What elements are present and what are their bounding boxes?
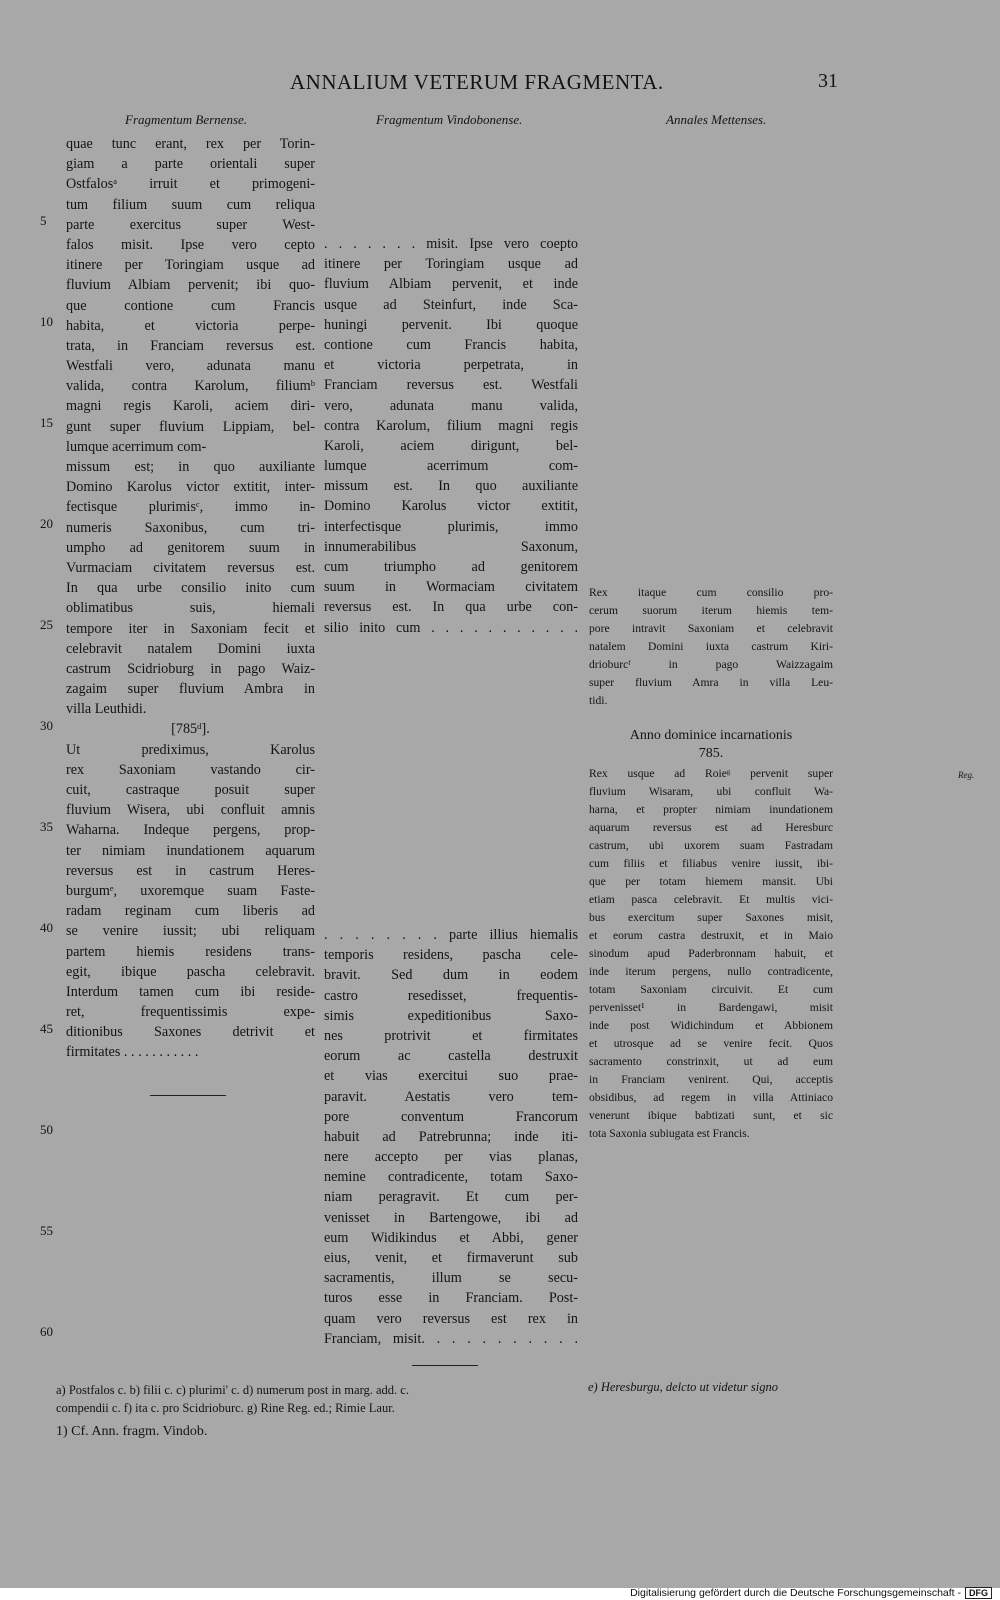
text-line: gunt super fluvium Lippiam, bel-	[66, 418, 315, 435]
text-line: harna, et propter nimiam inundationem	[589, 803, 833, 816]
text-line: eum Widikindus et Abbi, gener	[324, 1229, 578, 1246]
page-number: 31	[818, 70, 838, 92]
text-line: contione cum Francis habita,	[324, 336, 578, 353]
text-line: huningi pervenit. Ibi quoque	[324, 316, 578, 333]
line-number: 30	[40, 717, 53, 733]
text-line: bravit. Sed dum in eodem	[324, 967, 578, 984]
text-line: castro resedisset, frequentis-	[324, 987, 578, 1004]
text-line: umpho ad genitorem suum in	[66, 539, 315, 556]
text-line: se venire iussit; ubi reliquam	[66, 923, 315, 940]
text-line: etiam pasca celebravit. Et multis vici-	[589, 893, 833, 906]
text-line: fluvium Wisaram, ubi confluit Wa-	[589, 785, 833, 798]
text-line: natalem Domini iuxta castrum Kiri-	[589, 640, 833, 653]
text-line: turos esse in Franciam. Post-	[324, 1290, 578, 1307]
text-line: suum in Wormaciam civitatem	[324, 579, 578, 596]
text-line: simis expeditionibus Saxo-	[324, 1007, 578, 1024]
text-line: que contione cum Francis	[66, 297, 315, 314]
text-line: radam reginam cum liberis ad	[66, 903, 315, 920]
text-line: giam a parte orientali super	[66, 156, 315, 173]
text-line: Karoli, aciem dirigunt, bel-	[324, 437, 578, 454]
text-line: Westfali vero, adunata manu	[66, 358, 315, 375]
line-number: 5	[40, 212, 47, 228]
text-line: Rex itaque cum consilio pro-	[589, 586, 833, 599]
text-line: lumque acerrimum com-	[66, 438, 207, 455]
text-line: pervenisset¹ in Bardengawi, misit	[589, 1001, 833, 1014]
text-line: tempore iter in Saxoniam fecit et	[66, 620, 315, 637]
text-line: fluvium Albiam pervenit; ibi quo-	[66, 277, 315, 294]
text-line: castrum Scidrioburg in pago Waiz-	[66, 660, 315, 677]
text-line: in Franciam venirent. Qui, acceptis	[589, 1073, 833, 1086]
text-line: pore intravit Saxoniam et celebravit	[589, 622, 833, 635]
footnote-row-1-right: e) Heresburgu, delcto ut videtur signo	[588, 1380, 779, 1394]
text-line: habuit ad Patrebrunna; inde iti-	[324, 1128, 578, 1145]
separator-rule	[412, 1365, 478, 1366]
text-line: oblimatibus suis, hiemali	[66, 600, 315, 617]
text-line: reversus est. In qua urbe con-	[324, 599, 578, 616]
text-line: zagaim super fluvium Ambra in	[66, 681, 315, 698]
text-line: Ostfalosᵃ irruit et primogeni-	[66, 176, 315, 193]
text-line: burgumᵉ, uxoremque suam Faste-	[66, 882, 315, 899]
year-heading-line: Anno dominice incarnationis	[629, 728, 793, 743]
line-number: 55	[40, 1222, 53, 1238]
text-line: In qua urbe consilio inito cum	[66, 580, 315, 597]
text-line: eius, venit, et firmaverunt sub	[324, 1250, 578, 1266]
text-line: inde post Widichindum et Abbionem	[589, 1019, 833, 1032]
text-line: parte exercitus super West-	[66, 216, 315, 233]
column-vindobonense-part-b	[324, 925, 578, 1349]
column-heading-vindobonense: Fragmentum Vindobonense.	[376, 112, 523, 127]
text-line: cum filiis et filiabus venire iussit, ibi-	[589, 857, 833, 870]
text-line: sacramentis, illum se secu-	[324, 1270, 578, 1287]
footnote-row-2: compendii c. f) ita c. pro Scidrioburc. g) Rine Reg. ed.; Rimie Laur.	[56, 1401, 395, 1415]
text-line: missum est; in quo auxiliante	[66, 459, 315, 475]
text-line: bus exercitum super Saxones misit,	[589, 911, 833, 924]
column-mettenses-part-a	[589, 584, 833, 710]
text-line: venisset in Bartengowe, ibi ad	[324, 1209, 578, 1226]
text-line: paravit. Aestatis vero tem-	[324, 1088, 578, 1105]
text-line: Waharna. Indeque pergens, prop-	[66, 822, 315, 839]
text-line: firmitates . . . . . . . . . . .	[66, 1044, 199, 1061]
text-line: tidi.	[589, 694, 608, 707]
text-line: fluvium Wisera, ubi confluit amnis	[66, 802, 315, 819]
text-line: interfectisque plurimis, immo	[324, 518, 578, 535]
text-line: lumque acerrimum com-	[324, 458, 578, 475]
text-line: habita, et victoria perpe-	[66, 317, 315, 334]
text-line: itinere per Toringiam usque ad	[66, 257, 315, 274]
text-line: Rex usque ad Roieᵍ pervenit super	[589, 767, 833, 780]
text-line: fluvium Albiam pervenit, et inde	[324, 276, 578, 293]
text-line: et utrosque ad se venire fecit. Quos	[589, 1037, 833, 1050]
text-line: castrum, ubi uxorem suam Fastradam	[589, 839, 833, 852]
line-number: 25	[40, 616, 53, 632]
text-line: itinere per Toringiam usque ad	[324, 256, 578, 273]
line-number: 10	[40, 313, 53, 329]
column-vindobonense-part-a	[324, 234, 578, 638]
running-title: ANNALIUM VETERUM FRAGMENTA.	[290, 70, 664, 94]
text-line: reversus est in castrum Heres-	[66, 862, 315, 879]
text-line: falos misit. Ipse vero cepto	[66, 236, 315, 253]
text-line: fectisque plurimisᶜ, immo in-	[66, 499, 315, 516]
text-line: Interdum tamen cum ibi reside-	[66, 983, 315, 1000]
text-line: tota Saxonia subiugata est Francis.	[589, 1127, 750, 1140]
text-line: villa Leuthidi.	[66, 701, 147, 718]
text-line: Vurmaciam civitatem reversus est.	[66, 559, 315, 576]
text-line: eorum ac castella destruxit	[324, 1048, 578, 1065]
line-number: 45	[40, 1020, 53, 1036]
footnote-row-1: a) Postfalos c. b) filii c. c) plurimi' c. d) numerum post in marg. add. c.	[56, 1383, 409, 1397]
text-line: egit, ibique pascha celebravit.	[66, 963, 315, 980]
text-line: nere accepto per vias planas,	[324, 1149, 578, 1166]
text-line: obsidibus, ad regem in villa Attiniaco	[589, 1091, 833, 1104]
text-line: drioburcᶠ in pago Waizzagaim	[589, 658, 833, 671]
line-number: 40	[40, 919, 53, 935]
text-line: innumerabilibus Saxonum,	[324, 538, 578, 555]
text-line: venerunt ibique babtizati sunt, et sic	[589, 1109, 833, 1122]
text-line: quam vero reversus est rex in	[324, 1310, 578, 1327]
text-line: niam peragravit. Et cum per-	[324, 1189, 578, 1206]
text-line: . . . . . . . misit. Ipse vero coepto	[324, 236, 578, 252]
text-line: temporis residens, pascha cele-	[324, 947, 578, 964]
line-number: 35	[40, 818, 53, 834]
column-heading-bernense: Fragmentum Bernense.	[125, 112, 248, 127]
text-line: partem hiemis residens trans-	[66, 943, 315, 960]
text-line: super fluvium Amra in villa Leu-	[589, 676, 833, 689]
text-line: nes protrivit et firmitates	[324, 1027, 578, 1044]
text-line: que per totam hiemem mansit. Ubi	[589, 875, 833, 888]
text-line: cuit, castraque posuit super	[66, 782, 315, 798]
line-number: 15	[40, 414, 53, 430]
text-line: missum est. In quo auxiliante	[324, 478, 578, 495]
column-heading-mettenses: Annales Mettenses.	[666, 112, 767, 127]
text-line: aquarum reversus est ad Heresburc	[589, 821, 833, 834]
text-line: ditionibus Saxones detrivit et	[66, 1024, 315, 1041]
text-line: usque ad Steinfurt, inde Sca-	[324, 296, 578, 313]
text-line: inde iterum pergens, nullo contradicente,	[589, 965, 833, 978]
text-line: et eorum castra destruxit, et in Maio	[589, 929, 833, 942]
text-line: vero, adunata manu valida,	[324, 397, 578, 414]
margin-note: Reg.	[958, 770, 975, 780]
column-mettenses-part-b	[589, 765, 833, 1143]
text-line: valida, contra Karolum, filiumᵇ	[66, 378, 315, 395]
text-line: rex Saxoniam vastando cir-	[66, 761, 315, 778]
text-line: sacramento constrinxit, ut ad eum	[589, 1055, 833, 1068]
dfg-logo-icon: DFG	[965, 1587, 992, 1599]
credit-text: Digitalisierung gefördert durch die Deutsche Forschungsgemeinschaft -	[630, 1587, 961, 1599]
text-line: contra Karolum, filium magni regis	[324, 417, 578, 434]
text-line: cerum suorum iterum hiemis tem-	[589, 604, 833, 617]
text-line: tum filium suum cum reliqua	[66, 196, 315, 213]
line-number: 60	[40, 1323, 53, 1339]
text-line: sinodum apud Paderbronnam habuit, et	[589, 947, 833, 960]
text-line: Domino Karolus victor extitit,	[324, 498, 578, 515]
column-bernense	[66, 134, 315, 1063]
text-line: Domino Karolus victor extitit, inter-	[66, 479, 315, 496]
text-line: totam Saxoniam circuivit. Et cum	[589, 983, 833, 996]
text-line: pore conventum Francorum	[324, 1108, 578, 1125]
line-number: 20	[40, 515, 53, 531]
text-line: Ut prediximus, Karolus	[66, 741, 315, 758]
text-line: nemine contradicente, totam Saxo-	[324, 1169, 578, 1186]
text-line: et victoria perpetrata, in	[324, 357, 578, 374]
year-heading-number: 785.	[698, 746, 724, 761]
separator-rule	[150, 1095, 226, 1096]
text-line: magni regis Karoli, aciem diri-	[66, 398, 315, 415]
text-line: Franciam reversus est. Westfali	[324, 377, 578, 394]
line-number: 50	[40, 1121, 53, 1137]
footnote-1: 1) Cf. Ann. fragm. Vindob.	[56, 1424, 208, 1439]
digitization-credit	[630, 1587, 992, 1599]
year-heading-block	[589, 727, 833, 763]
text-line: [785ᵈ].	[171, 721, 210, 738]
text-line: ter nimiam inundationem aquarum	[66, 842, 315, 859]
text-line: Franciam, misit. . . . . . . . . . .	[324, 1330, 578, 1347]
text-line: quae tunc erant, rex per Torin-	[66, 136, 315, 152]
text-line: . . . . . . . . parte illius hiemalis	[324, 927, 578, 943]
text-line: et vias exercitui suo prae-	[324, 1068, 578, 1085]
text-line: trata, in Franciam reversus est.	[66, 337, 315, 354]
text-line: numeris Saxonibus, cum tri-	[66, 519, 315, 536]
text-line: silio inito cum . . . . . . . . . . .	[324, 619, 578, 636]
text-line: ret, frequentissimis expe-	[66, 1004, 315, 1021]
text-line: cum triumpho ad genitorem	[324, 559, 578, 575]
text-line: celebravit natalem Domini iuxta	[66, 640, 315, 657]
